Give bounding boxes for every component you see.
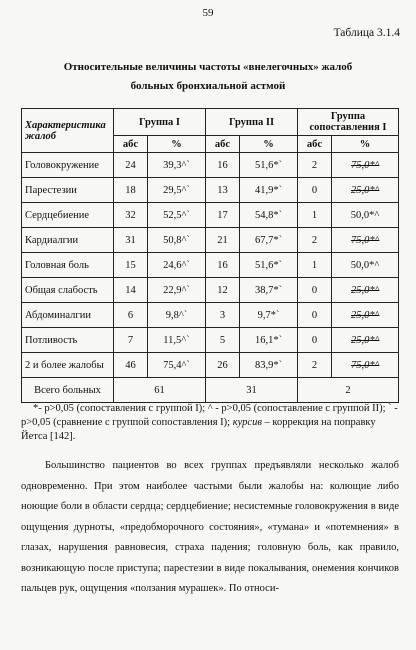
- subheader-percent: %: [332, 136, 399, 153]
- table-cell: 0: [298, 178, 332, 203]
- body-paragraph: Большинство пациентов во всех группах предъявляли несколько жалоб одновременно. При этом наиболее частыми были жалобы на: колющие либо ноющие боли в области сердца; сердцебиение; несистемные головокружения в виде ощущения дурноты, «предобморочного состояния», «тумана» и «потемнения» в глазах, нарушения равновесия, страха падения; головную боль, как правило, возникающую после приступа; парестезии в виде покалывания, онемения кончиков пальцев рук, ощущения «ползания мурашек». По относи-: [21, 460, 399, 594]
- table-cell: 0: [298, 328, 332, 353]
- page-number: 59: [202, 7, 214, 19]
- table-cell: 1: [298, 203, 332, 228]
- table-row: [22, 203, 399, 228]
- row-label: Кардиалгии: [22, 228, 114, 253]
- table-cell: 16: [206, 153, 240, 178]
- table-row: [22, 303, 399, 328]
- table-cell: 16: [206, 253, 240, 278]
- table-cell: 75,0*^: [332, 228, 399, 253]
- table-cell: 6: [114, 303, 148, 328]
- table-row: [22, 153, 399, 178]
- total-label: Всего больных: [22, 378, 114, 403]
- table-cell: 9,7*`: [240, 303, 298, 328]
- table-cell: 50,0*^: [332, 203, 399, 228]
- table-cell: 13: [206, 178, 240, 203]
- table-cell: 22,9^`: [148, 278, 206, 303]
- table-cell: 50,8^`: [148, 228, 206, 253]
- table-row: [22, 328, 399, 353]
- total-group-2: 31: [206, 378, 298, 403]
- subheader-percent: %: [148, 136, 206, 153]
- table-cell: 83,9*`: [240, 353, 298, 378]
- subheader-abs: абс: [206, 136, 240, 153]
- table-title: [0, 58, 416, 96]
- row-label: Головокружение: [22, 153, 114, 178]
- subheader-abs: абс: [298, 136, 332, 153]
- table-cell: 12: [206, 278, 240, 303]
- table-cell: 50,0*^: [332, 253, 399, 278]
- table-cell: 24,6^`: [148, 253, 206, 278]
- table-row: [22, 178, 399, 203]
- footnote-text-end: – коррекция на поправку Йетса [142].: [21, 417, 376, 442]
- table-cell: 2: [298, 228, 332, 253]
- table-cell: 41,9*`: [240, 178, 298, 203]
- table-title-line1: Относительные величины частоты «внелегочных» жалоб: [63, 61, 353, 73]
- table-cell: 25,0*^: [332, 278, 399, 303]
- table-cell: 0: [298, 303, 332, 328]
- table-cell: 24: [114, 153, 148, 178]
- table-cell: 25,0*^: [332, 178, 399, 203]
- table-cell: 38,7*`: [240, 278, 298, 303]
- table-row: [22, 353, 399, 378]
- row-label: Сердцебиение: [22, 203, 114, 228]
- table-cell: 2: [298, 153, 332, 178]
- table-cell: 17: [206, 203, 240, 228]
- table-cell: 16,1*`: [240, 328, 298, 353]
- table-cell: 39,3^`: [148, 153, 206, 178]
- table-cell: 31: [114, 228, 148, 253]
- table-cell: 51,6*`: [240, 153, 298, 178]
- table-row: [22, 278, 399, 303]
- table-cell: 26: [206, 353, 240, 378]
- row-label: Абдоминалгии: [22, 303, 114, 328]
- row-label: Парестезии: [22, 178, 114, 203]
- table-cell: 25,0*^: [332, 303, 399, 328]
- footnote-text: *- p>0,05 (сопоставления с группой I); ^ - p>0,05 (сопоставление с группой II); ` - p>0,05 (сравнение с группой сопоставления I);: [21, 403, 398, 428]
- table-footnote: [21, 402, 399, 444]
- table-cell: 7: [114, 328, 148, 353]
- header-group-2: Группа II: [206, 109, 298, 136]
- table-cell: 25,0*^: [332, 328, 399, 353]
- table-cell: 9,8^`: [148, 303, 206, 328]
- table-cell: 46: [114, 353, 148, 378]
- footnote-italic-word: курсив: [232, 417, 262, 428]
- table-row: [22, 253, 399, 278]
- subheader-percent: %: [240, 136, 298, 153]
- row-label: Головная боль: [22, 253, 114, 278]
- table-cell: 32: [114, 203, 148, 228]
- table-cell: 11,5^`: [148, 328, 206, 353]
- complaints-table: [21, 108, 399, 403]
- subheader-abs: абс: [114, 136, 148, 153]
- header-comparison-group: Группа сопоставления I: [298, 109, 399, 136]
- table-cell: 51,6*`: [240, 253, 298, 278]
- table-cell: 21: [206, 228, 240, 253]
- table-label: Таблица 3.1.4: [333, 27, 400, 39]
- table-cell: 2: [298, 353, 332, 378]
- total-group-1: 61: [114, 378, 206, 403]
- table-cell: 15: [114, 253, 148, 278]
- table-cell: 14: [114, 278, 148, 303]
- table-cell: 0: [298, 278, 332, 303]
- table-cell: 3: [206, 303, 240, 328]
- table-row: [22, 228, 399, 253]
- table-cell: 1: [298, 253, 332, 278]
- header-characteristic: Характеристика жалоб: [22, 109, 114, 153]
- total-comparison-group: 2: [298, 378, 399, 403]
- header-group-1: Группа I: [114, 109, 206, 136]
- table-cell: 18: [114, 178, 148, 203]
- table-cell: 5: [206, 328, 240, 353]
- table-cell: 54,8*`: [240, 203, 298, 228]
- table-title-line2: больных бронхиальной астмой: [130, 80, 286, 92]
- row-label: Потливость: [22, 328, 114, 353]
- table-cell: 75,0*^: [332, 153, 399, 178]
- table-cell: 75,4^`: [148, 353, 206, 378]
- table-cell: 75,0*^: [332, 353, 399, 378]
- row-label: Общая слабость: [22, 278, 114, 303]
- table-cell: 52,5^`: [148, 203, 206, 228]
- table-cell: 67,7*`: [240, 228, 298, 253]
- table-cell: 29,5^`: [148, 178, 206, 203]
- row-label: 2 и более жалобы: [22, 353, 114, 378]
